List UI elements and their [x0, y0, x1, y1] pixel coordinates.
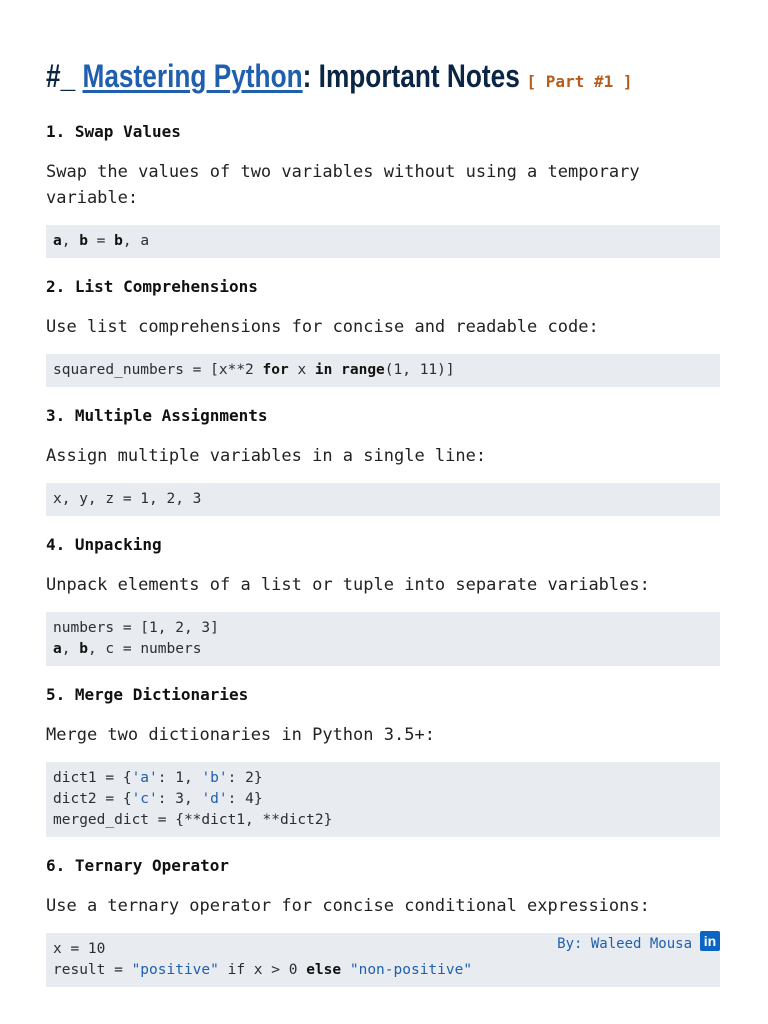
code-text: = [87, 233, 115, 249]
code-string: "non-positive" [349, 962, 473, 978]
title-prefix: #_ [46, 58, 83, 94]
code-text: x = 10 [53, 941, 106, 957]
code-keyword: b [114, 233, 123, 249]
code-text: (1, 11)] [384, 362, 455, 378]
section-description: Use list comprehensions for concise and readable code: [46, 317, 599, 337]
code-text: , a [122, 233, 150, 249]
code-keyword: a [53, 233, 62, 249]
part-label: [ Part #1 ] [526, 72, 633, 91]
code-text: , [61, 641, 80, 657]
code-block [46, 762, 720, 837]
code-text: numbers = [1, 2, 3] [53, 620, 219, 636]
code-keyword: a [53, 641, 62, 657]
section-heading: 4. Unpacking [46, 535, 162, 554]
code-line [53, 360, 713, 381]
code-keyword: b [79, 233, 88, 249]
code-text: : 1, [157, 770, 202, 786]
footer [557, 933, 720, 952]
code-line [53, 231, 713, 252]
code-text: : 2} [227, 770, 263, 786]
section-heading: 5. Merge Dictionaries [46, 685, 249, 704]
section-heading: 3. Multiple Assignments [46, 406, 268, 425]
sections-container [46, 121, 720, 987]
code-text: merged_dict = {**dict1, **dict2} [53, 812, 333, 828]
code-string: 'd' [201, 791, 228, 807]
code-text: x, y, z = 1, 2, 3 [53, 491, 202, 507]
code-text: : 4} [227, 791, 263, 807]
document-page [46, 56, 720, 1005]
code-keyword: in [314, 362, 333, 378]
author-credit: By: Waleed Mousa [557, 936, 692, 952]
code-string: "positive" [131, 962, 219, 978]
code-text: , [61, 233, 80, 249]
code-text: if x > 0 [218, 962, 307, 978]
code-block [46, 225, 720, 258]
code-text: squared_numbers = [x**2 [53, 362, 263, 378]
code-text: x [288, 362, 315, 378]
code-string: 'a' [131, 770, 158, 786]
page-title [46, 56, 633, 102]
section-description: Unpack elements of a list or tuple into separate variables: [46, 575, 650, 595]
code-line [53, 810, 713, 831]
code-text: : 3, [157, 791, 202, 807]
code-text [332, 362, 341, 378]
code-text: dict1 = { [53, 770, 132, 786]
code-line [53, 960, 713, 981]
title-link[interactable]: Mastering Python [82, 58, 303, 94]
section-heading: 1. Swap Values [46, 122, 181, 141]
code-line [53, 618, 713, 639]
section-heading: 2. List Comprehensions [46, 277, 258, 296]
code-block [46, 483, 720, 516]
section-description: Merge two dictionaries in Python 3.5+: [46, 725, 435, 745]
code-keyword: else [306, 962, 342, 978]
code-keyword: b [79, 641, 88, 657]
code-line [53, 789, 713, 810]
linkedin-icon[interactable]: in [700, 931, 720, 951]
code-keyword: for [262, 362, 289, 378]
section-description: Use a ternary operator for concise conditional expressions: [46, 896, 650, 916]
code-line [53, 489, 713, 510]
code-keyword: range [341, 362, 385, 378]
code-text [341, 962, 350, 978]
code-block [46, 354, 720, 387]
code-string: 'b' [201, 770, 228, 786]
code-text: , c = numbers [87, 641, 202, 657]
code-block [46, 612, 720, 666]
title-rest: : Important Notes [302, 58, 520, 94]
code-line [53, 639, 713, 660]
code-line [53, 768, 713, 789]
code-text: result = [53, 962, 132, 978]
section-description: Assign multiple variables in a single line: [46, 446, 487, 466]
section-heading: 6. Ternary Operator [46, 856, 230, 875]
code-text: dict2 = { [53, 791, 132, 807]
section-description: Swap the values of two variables without using a temporary variable: [46, 162, 640, 208]
code-string: 'c' [131, 791, 158, 807]
